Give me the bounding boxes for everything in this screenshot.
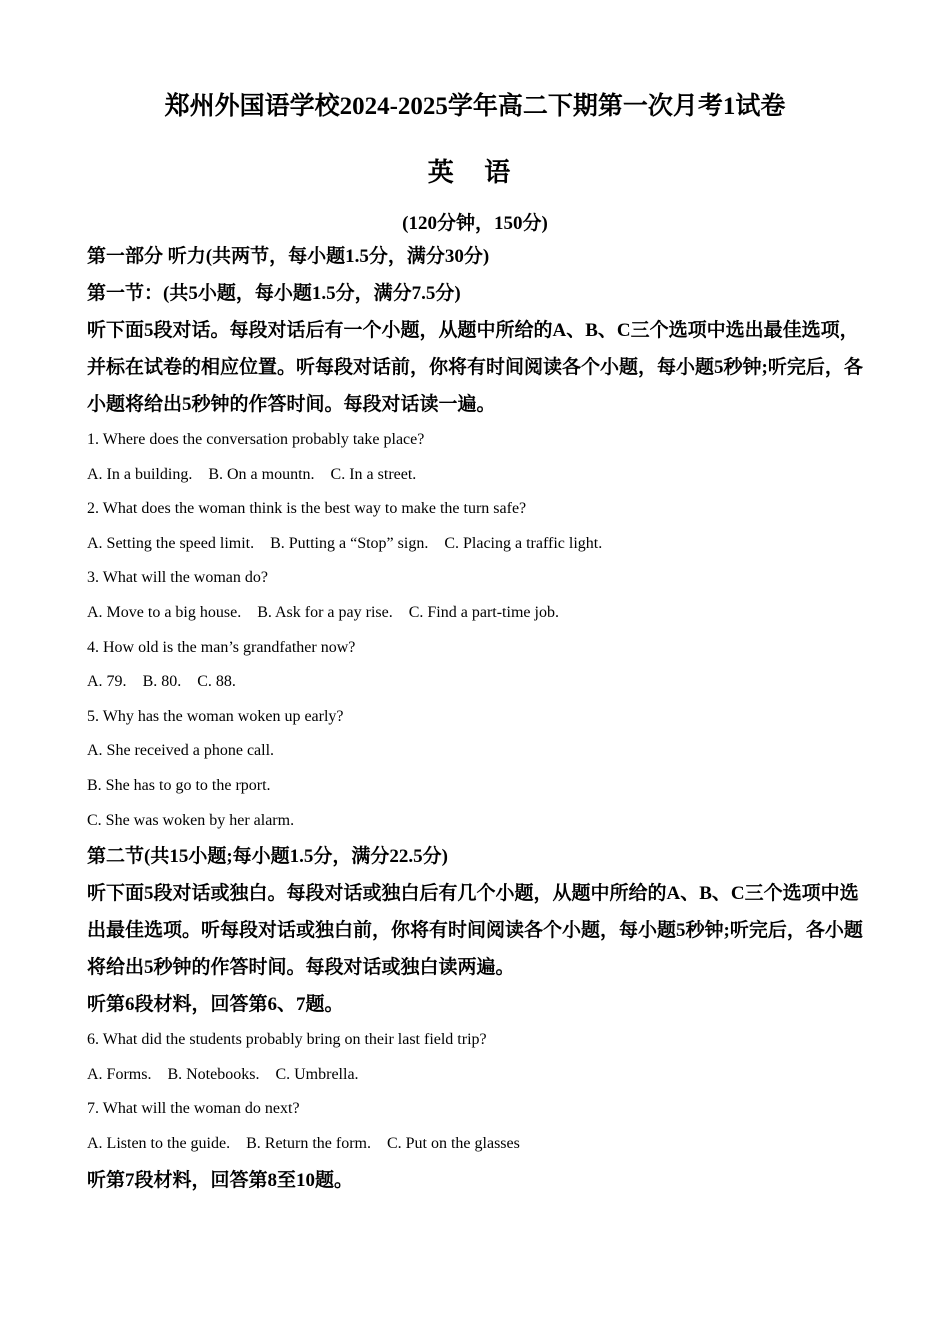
option-b: B. Return the form. [246, 1134, 371, 1152]
question-options [87, 1127, 877, 1162]
question-stem: 6. What did the students probably bring on their last field trip? [87, 1031, 487, 1049]
option-a: A. Setting the speed limit. [87, 534, 255, 552]
option-b: B. Notebooks. [167, 1065, 260, 1083]
question-stem: 7. What will the woman do next? [87, 1100, 300, 1118]
option-a: A. 79. [87, 673, 127, 691]
question-stem: 2. What does the woman think is the best way to make the turn safe? [87, 500, 527, 518]
option-c: C. In a street. [330, 465, 417, 483]
subject-title: 英 语 [427, 158, 523, 187]
option-c: C. 88. [197, 673, 236, 691]
question-stem: 1. Where does the conversation probably take place? [87, 431, 425, 448]
option-c: C. Put on the glasses [386, 1134, 520, 1152]
exam-duration: (120分钟，150分) [402, 213, 548, 234]
option-c: C. Umbrella. [275, 1065, 359, 1083]
question-stem: 5. Why has the woman woken up early? [87, 707, 344, 725]
question-options [87, 596, 877, 631]
option-c: C. Find a part-time job. [408, 603, 559, 621]
option-a: A. Move to a big house. [87, 603, 242, 621]
question-options [87, 527, 877, 562]
option-c: C. She was woken by her alarm. [87, 811, 295, 829]
section1-instructions: 听下面5段对话。每段对话后有一个小题，从题中所给的A、B、C三个选项中选出最佳选项，并标在试卷的相应位置。听每段对话前，你将有时间阅读各个小题，每小题5秒钟;听完后，各小题将给出5秒钟的作答时间。每段对话读一遍。 [87, 320, 863, 415]
question-options [87, 1058, 877, 1093]
option-b: B. Ask for a pay rise. [257, 603, 393, 621]
question-stem: 4. How old is the man’s grandfather now? [87, 638, 356, 656]
option-c: C. Placing a traffic light. [444, 534, 603, 552]
section2-instructions: 听下面5段对话或独白。每段对话或独白后有几个小题，从题中所给的A、B、C三个选项中选出最佳选项。听每段对话或独白前，你将有时间阅读各个小题，每小题5秒钟;听完后，各小题将给出5秒钟的作答时间。每段对话或独白读两遍。 [87, 883, 863, 979]
material7-heading: 听第7段材料，回答第8至10题。 [87, 1169, 354, 1191]
option-b: B. Putting a “Stop” sign. [270, 534, 429, 552]
question-options [87, 458, 877, 493]
option-b: B. On a mountn. [208, 465, 315, 483]
exam-content [87, 238, 877, 1199]
section2-heading: 第二节(共15小题;每小题1.5分，满分22.5分) [87, 846, 448, 868]
question-stem: 3. What will the woman do? [87, 569, 268, 587]
option-a: A. Forms. [87, 1065, 152, 1083]
part1-heading: 第一部分 听力(共两节，每小题1.5分，满分30分) [87, 246, 490, 267]
material6-heading: 听第6段材料，回答第6、7题。 [87, 994, 344, 1016]
exam-title: 郑州外国语学校2024-2025学年高二下期第一次月考1试卷 [164, 93, 786, 120]
question-options [87, 665, 877, 700]
option-a: A. She received a phone call. [87, 742, 275, 760]
section1-heading: 第一节：(共5小题，每小题1.5分，满分7.5分) [87, 283, 461, 304]
option-b: B. She has to go to the rport. [87, 776, 271, 794]
option-a: A. In a building. [87, 465, 193, 483]
option-b: B. 80. [142, 673, 182, 691]
option-a: A. Listen to the guide. [87, 1134, 231, 1152]
